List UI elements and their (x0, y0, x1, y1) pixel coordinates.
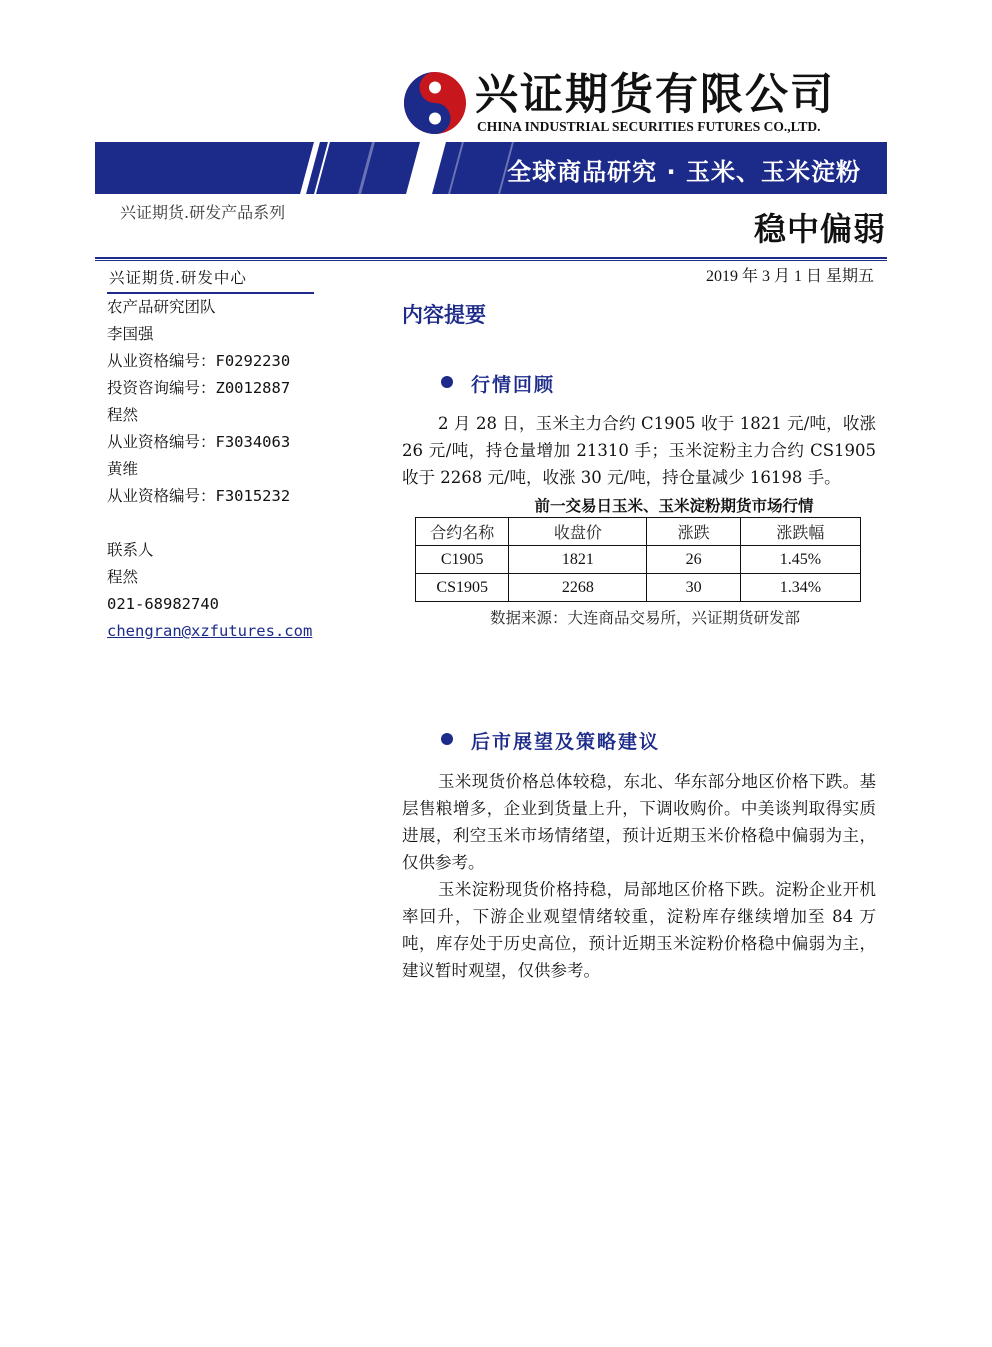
bullet-icon (441, 376, 453, 388)
report-banner (95, 142, 887, 194)
outlook-paragraph-starch: 玉米淀粉现货价格持稳，局部地区价格下跌。淀粉企业开机率回升，下游企业观望情绪较重，淀粉库存继续增加至 84 万吨，库存处于历史高位，预计近期玉米淀粉价格稳中偏弱为主，建议暂时观望，仅供参考。 (402, 880, 876, 980)
table-cell: 1.45% (740, 546, 860, 574)
table-cell: 1821 (509, 546, 647, 574)
analyst-license: 从业资格编号：F0292230 (107, 352, 291, 370)
analyst-license: 从业资格编号：F3034063 (107, 433, 291, 451)
contact-phone: 021-68982740 (107, 595, 219, 613)
table-cell: C1905 (416, 546, 509, 574)
analyst-name: 黄维 (107, 460, 139, 478)
section-heading-text: 行情回顾 (471, 374, 556, 396)
analyst-license: 投资咨询编号：Z0012887 (107, 379, 291, 397)
contact-name: 程然 (107, 568, 139, 586)
bullet-icon (441, 733, 453, 745)
table-row (416, 546, 861, 574)
report-date: 2019 年 3 月 1 日 星期五 (705, 268, 874, 285)
table-caption: 前一交易日玉米、玉米淀粉期货市场行情 (534, 497, 814, 515)
column-header: 合约名称 (416, 518, 509, 546)
header-divider (95, 257, 887, 259)
section-heading-text: 后市展望及策略建议 (471, 731, 661, 753)
team-name: 农产品研究团队 (107, 298, 216, 316)
company-name-cn: 兴证期货有限公司 (475, 70, 835, 120)
section-heading-market-review (441, 370, 555, 397)
table-cell: 2268 (509, 574, 647, 602)
contact-label: 联系人 (107, 541, 154, 559)
table-row (416, 574, 861, 602)
analyst-name: 程然 (107, 406, 139, 424)
table-cell: 1.34% (740, 574, 860, 602)
section-heading-outlook (441, 727, 660, 754)
analyst-name: 李国强 (107, 325, 154, 343)
sidebar-title: 兴证期货.研发中心 (107, 266, 314, 294)
company-name-en: CHINA INDUSTRIAL SECURITIES FUTURES CO.,LTD. (477, 119, 821, 134)
market-review-paragraph: 2 月 28 日，玉米主力合约 C1905 收于 1821 元/吨，收涨 26 元/吨，持仓量增加 21310 手；玉米淀粉主力合约 CS1905 收于 2268 元/吨，收涨 30 元/吨，持仓量减少 16198 手。 (402, 414, 876, 487)
report-headline: 稳中偏弱 (753, 210, 886, 248)
column-header: 收盘价 (509, 518, 647, 546)
table-cell: 26 (647, 546, 740, 574)
header-divider-thin (95, 260, 887, 261)
table-source: 数据来源：大连商品交易所，兴证期货研发部 (490, 609, 801, 627)
banner-title: 全球商品研究 · 玉米、玉米淀粉 (507, 158, 861, 186)
table-cell: CS1905 (416, 574, 509, 602)
column-header: 涨跌 (647, 518, 740, 546)
table-header-row (416, 518, 861, 546)
sidebar (107, 266, 319, 645)
column-header: 涨跌幅 (740, 518, 860, 546)
futures-quote-table (415, 517, 861, 602)
summary-title: 内容提要 (402, 303, 486, 327)
outlook-paragraph-corn: 玉米现货价格总体较稳，东北、华东部分地区价格下跌。基层售粮增多，企业到货量上升，下调收购价。中美谈判取得实质进展，利空玉米市场情绪望，预计近期玉米价格稳中偏弱为主，仅供参考。 (402, 772, 876, 872)
table-cell: 30 (647, 574, 740, 602)
contact-email-link[interactable]: chengran@xzfutures.com (107, 622, 313, 640)
product-series: 兴证期货.研发产品系列 (120, 203, 286, 222)
company-logo-icon (402, 70, 468, 136)
analyst-license: 从业资格编号：F3015232 (107, 487, 291, 505)
